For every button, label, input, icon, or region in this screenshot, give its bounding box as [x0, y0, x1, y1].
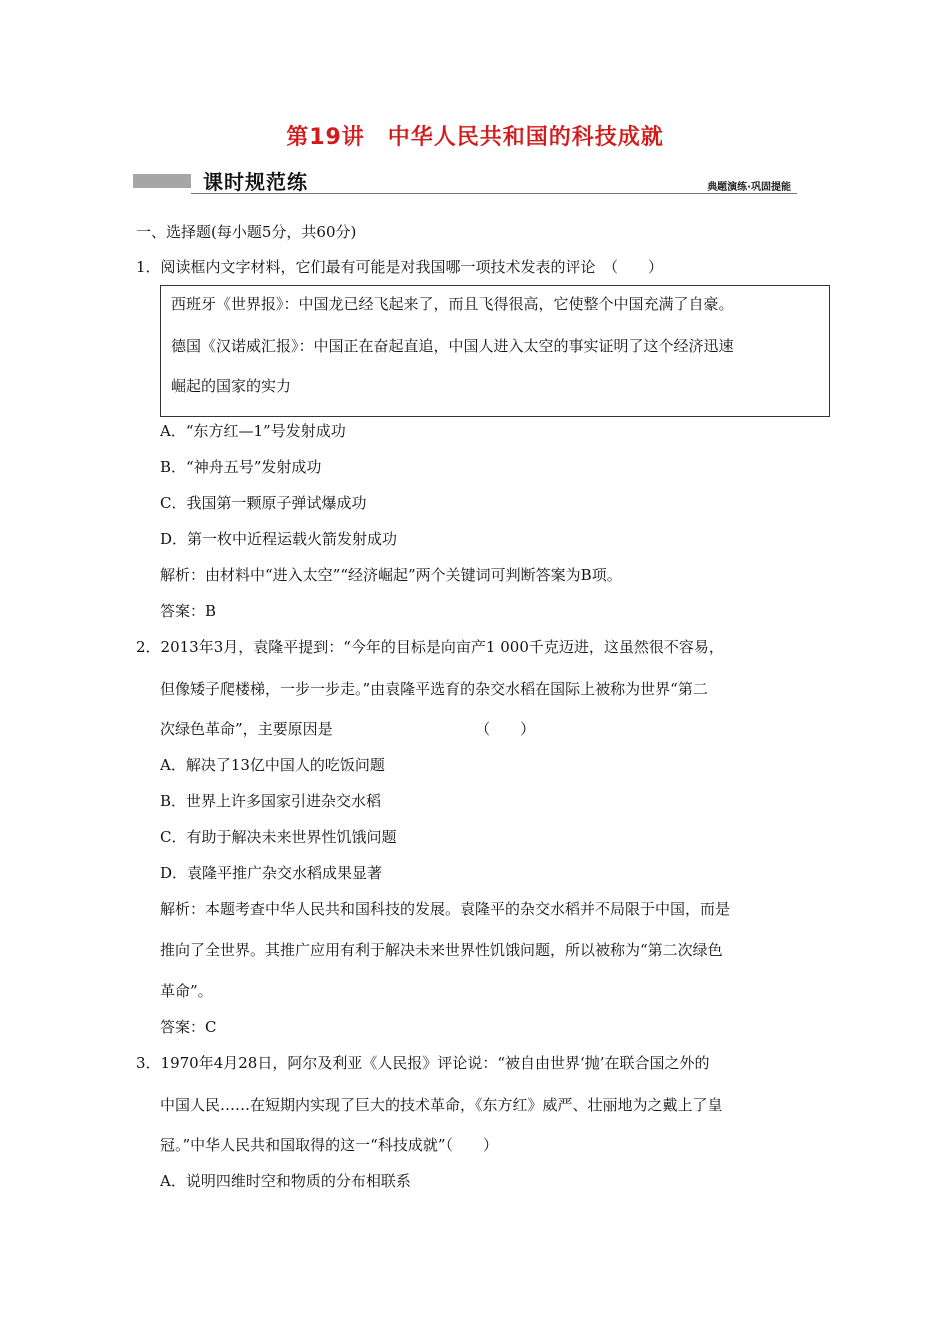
q2-option-a: A．解决了13亿中国人的吃饭问题: [160, 756, 385, 774]
q2-analysis-line: 推向了全世界。其推广应用有利于解决未来世界性饥饿问题，所以被称为“第二次绿色: [160, 941, 723, 959]
section-banner: [133, 166, 797, 194]
banner-rule: [191, 193, 797, 194]
q3-stem-line: 3．1970年4月28日，阿尔及利亚《人民报》评论说：“被自由世界‘抛’在联合国之外的: [136, 1054, 710, 1072]
q2-option-c: C．有助于解决未来世界性饥饿问题: [160, 828, 397, 846]
q3-option-a: A．说明四维时空和物质的分布相联系: [160, 1172, 411, 1190]
q2-stem-line: 2．2013年3月，袁隆平提到：“今年的目标是向亩产1 000千克迈进，这虽然很不容易，: [136, 638, 724, 656]
q2-option-d: D．袁隆平推广杂交水稻成果显著: [160, 864, 383, 882]
page-title: 第19讲 中华人民共和国的科技成就: [286, 125, 664, 150]
banner-bar: [133, 174, 191, 188]
banner-label: 课时规范练: [203, 170, 308, 194]
q2-stem-line: 但像矮子爬楼梯，一步一步走。”由袁隆平选育的杂交水稻在国际上被称为世界“第二: [160, 680, 708, 698]
q2-answer: 答案：C: [160, 1018, 217, 1036]
q1-option-d: D．第一枚中近程运载火箭发射成功: [160, 530, 398, 548]
q1-answer: 答案：B: [160, 602, 217, 620]
q1-option-b: B．“神舟五号”发射成功: [160, 458, 322, 476]
q1-stem: 1．阅读框内文字材料，它们最有可能是对我国哪一项技术发表的评论 （ ）: [136, 258, 664, 276]
q2-option-b: B．世界上许多国家引进杂交水稻: [160, 792, 382, 810]
q2-stem-line: 次绿色革命”，主要原因是 （ ）: [160, 720, 536, 738]
q1-analysis: 解析：由材料中“进入太空”“经济崛起”两个关键词可判断答案为B项。: [160, 566, 622, 584]
q2-analysis-line: 解析：本题考查中华人民共和国科技的发展。袁隆平的杂交水稻并不局限于中国，而是: [160, 900, 731, 918]
q1-quote-line: 德国《汉诺威汇报》：中国正在奋起直追，中国人进入太空的事实证明了这个经济迅速: [171, 337, 734, 355]
q1-option-a: A．“东方红—1”号发射成功: [160, 422, 346, 440]
q1-quote-line: 崛起的国家的实力: [171, 377, 292, 395]
q3-stem-line: 中国人民……在短期内实现了巨大的技术革命，《东方红》威严、壮丽地为之戴上了皇: [160, 1096, 723, 1114]
q1-quote-line: 西班牙《世界报》：中国龙已经飞起来了，而且飞得很高，它使整个中国充满了自豪。: [171, 295, 734, 313]
q1-option-c: C．我国第一颗原子弹试爆成功: [160, 494, 367, 512]
q3-stem-line: 冠。”中华人民共和国取得的这一“科技成就”（ ）: [160, 1136, 499, 1154]
section-heading: 一、选择题(每小题5分，共60分): [136, 223, 357, 241]
q2-analysis-line: 革命”。: [160, 982, 213, 1000]
banner-tag: 典题演练·巩固提能: [707, 182, 791, 193]
